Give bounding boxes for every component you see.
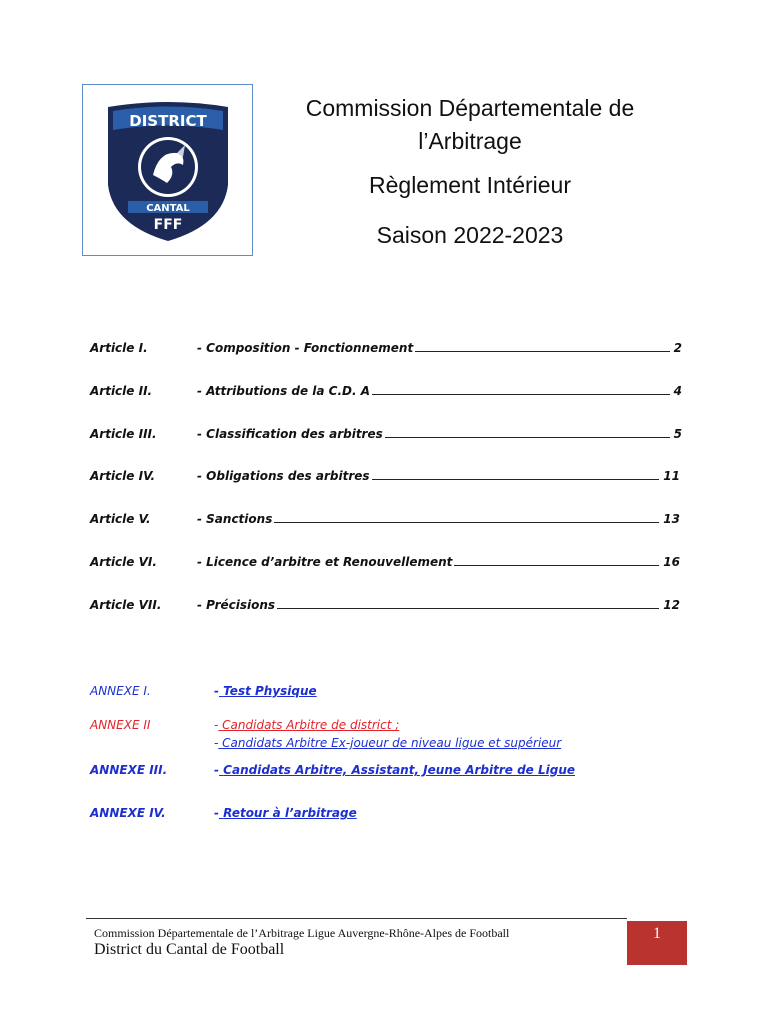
toc-page-number: 12 (663, 598, 680, 612)
toc-row-article-2[interactable] (90, 382, 682, 400)
logo-frame (82, 84, 253, 256)
toc-article-label: Article I. (90, 341, 148, 355)
toc-page-number: 11 (663, 469, 680, 483)
annex-label: ANNEXE I. (90, 684, 151, 698)
toc-title: - Composition - Fonctionnement (197, 341, 414, 355)
annex-link[interactable]: Candidats Arbitre Ex-joueur de niveau ligue et supérieur (222, 736, 562, 750)
annex-link[interactable]: Test Physique (223, 684, 317, 698)
toc-page-number: 13 (663, 512, 680, 526)
toc-title: - Attributions de la C.D. A (197, 384, 371, 398)
toc-article-label: Article II. (90, 384, 153, 398)
toc-article-label: Article IV. (90, 469, 156, 483)
page-number-badge: 1 (627, 921, 687, 965)
annex-label: ANNEXE II (90, 718, 151, 732)
toc-article-label: Article VI. (90, 555, 157, 569)
annex-link[interactable]: Candidats Arbitre de district ; (222, 718, 400, 732)
toc-leader (372, 479, 660, 480)
footer-commission: Commission Départementale de l’Arbitrage Ligue Auvergne-Rhône-Alpes de Football (94, 926, 510, 940)
toc-leader (277, 608, 659, 609)
toc-page-number: 4 (673, 384, 682, 398)
toc-leader (385, 437, 670, 438)
toc-row-article-4[interactable] (90, 467, 680, 485)
toc-title: - Obligations des arbitres (197, 469, 370, 483)
toc-leader (415, 351, 669, 352)
toc-title: - Précisions (197, 598, 276, 612)
annex-label: ANNEXE III. (90, 763, 168, 777)
annex-label: ANNEXE IV. (90, 806, 166, 820)
toc-page-number: 5 (673, 427, 682, 441)
toc-page-number: 16 (663, 555, 680, 569)
title-line-2: l’Arbitrage (418, 128, 522, 154)
logo-text-fff: FFF (153, 217, 182, 233)
footer-district: District du Cantal de Football (94, 941, 285, 958)
toc-leader (372, 394, 670, 395)
footer-divider (86, 918, 627, 919)
annex-link[interactable]: Retour à l’arbitrage (223, 806, 357, 820)
logo-text-cantal: CANTAL (145, 203, 190, 214)
page-title (270, 92, 670, 158)
toc-row-article-1[interactable] (90, 339, 682, 357)
toc-row-article-6[interactable] (90, 553, 680, 571)
toc-row-article-7[interactable] (90, 596, 680, 614)
toc-article-label: Article V. (90, 512, 151, 526)
toc-article-label: Article III. (90, 427, 157, 441)
logo-text-district: DISTRICT (128, 112, 207, 130)
toc-leader (454, 565, 659, 566)
title-line-1: Commission Départementale de (305, 95, 635, 121)
document-subtitle: Règlement Intérieur (369, 172, 571, 198)
toc-title: - Licence d’arbitre et Renouvellement (197, 555, 453, 569)
annex-link[interactable]: Candidats Arbitre, Assistant, Jeune Arbitre de Ligue (223, 763, 576, 777)
toc-article-label: Article VII. (90, 598, 162, 612)
district-cantal-logo-icon (93, 95, 243, 245)
toc-title: - Sanctions (197, 512, 273, 526)
toc-leader (274, 522, 659, 523)
toc-row-article-3[interactable] (90, 425, 682, 443)
toc-title: - Classification des arbitres (197, 427, 383, 441)
toc-page-number: 2 (673, 341, 682, 355)
season-label: Saison 2022-2023 (376, 222, 564, 248)
toc-row-article-5[interactable] (90, 510, 680, 528)
